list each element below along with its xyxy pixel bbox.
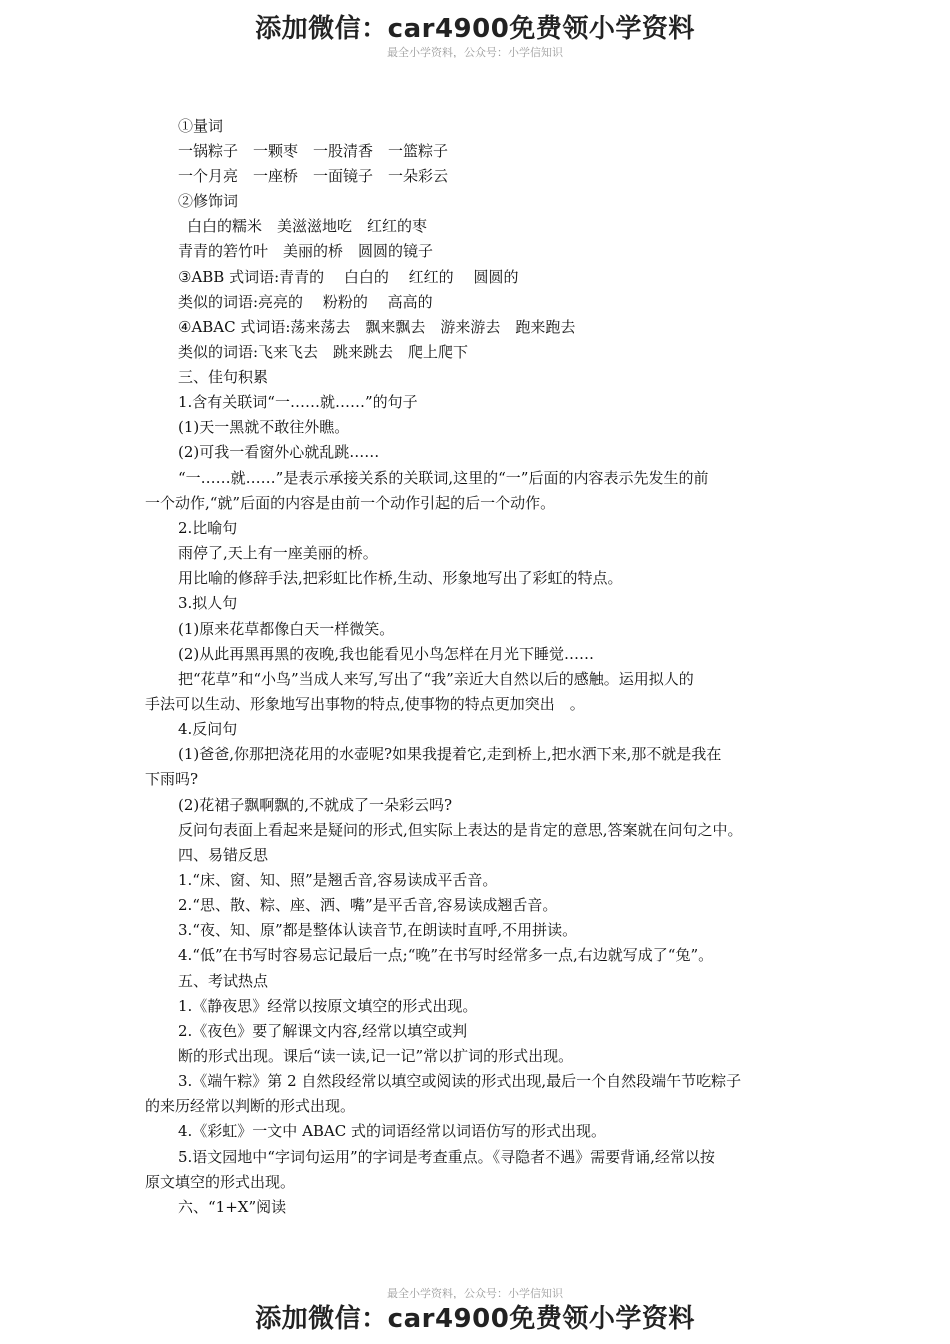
text-line: 用比喻的修辞手法,把彩虹比作桥,生动、形象地写出了彩虹的特点。: [178, 569, 623, 587]
text-line: (2)从此再黑再黑的夜晚,我也能看见小鸟怎样在月光下睡觉……: [178, 645, 595, 663]
text-line: 5.语文园地中“字词句运用”的字词是考查重点。《寻隐者不遇》需要背诵,经常以按: [178, 1148, 715, 1166]
text-line: ③ABB 式词语:青青的 白白的 红红的 圆圆的: [178, 268, 519, 286]
text-line: (2)可我一看窗外心就乱跳……: [178, 443, 380, 461]
text-line: 3.《端午粽》第 2 自然段经常以填空或阅读的形式出现,最后一个自然段端午节吃粽子: [178, 1072, 742, 1090]
text-line: 1.含有关联词“一……就……”的句子: [178, 393, 418, 411]
text-line: ②修饰词: [178, 192, 239, 210]
text-line: 类似的词语:飞来飞去 跳来跳去 爬上爬下: [178, 343, 469, 361]
text-line: ④ABAC 式词语:荡来荡去 飘来飘去 游来游去 跑来跑去: [178, 318, 576, 336]
text-line: 2.比喻句: [178, 519, 238, 537]
text-line: 类似的词语:亮亮的 粉粉的 高高的: [178, 293, 433, 311]
text-line: 手法可以生动、形象地写出事物的特点,使事物的特点更加突出 。: [145, 695, 585, 713]
text-line: 1.《静夜思》经常以按原文填空的形式出现。: [178, 997, 478, 1015]
text-line: 2.《夜色》要了解课文内容,经常以填空或判: [178, 1022, 468, 1040]
section-heading: 六、“1+X”阅读: [178, 1198, 287, 1216]
text-line: 青青的箬竹叶 美丽的桥 圆圆的镜子: [178, 242, 434, 260]
text-line: (1)爸爸,你那把浇花用的水壶呢?如果我提着它,走到桥上,把水洒下来,那不就是我在: [178, 745, 722, 763]
text-line: (1)天一黑就不敢往外瞧。: [178, 418, 350, 436]
text-line: 4.《彩虹》一文中 ABAC 式的词语经常以词语仿写的形式出现。: [178, 1122, 607, 1140]
bottom-watermark-banner: 添加微信：car4900免费领小学资料: [255, 1304, 695, 1334]
text-line: 一锅粽子 一颗枣 一股清香 一篮粽子: [178, 142, 449, 160]
text-line: (2)花裙子飘啊飘的,不就成了一朵彩云吗?: [178, 796, 453, 814]
text-line: ①量词: [178, 117, 224, 135]
text-line: 1.“床、窗、知、照”是翘舌音,容易读成平舌音。: [178, 871, 498, 889]
text-line: 一个动作,“就”后面的内容是由前一个动作引起的后一个动作。: [145, 494, 556, 512]
text-line: “一……就……”是表示承接关系的关联词,这里的“一”后面的内容表示先发生的前: [178, 469, 709, 487]
text-line: 的来历经常以判断的形式出现。: [145, 1097, 356, 1115]
section-heading: 五、考试热点: [178, 972, 269, 990]
bottom-faint-footer: 最全小学资料，公众号：小学信知识: [387, 1287, 563, 1299]
text-line: (1)原来花草都像白天一样微笑。: [178, 620, 395, 638]
text-line: 4.反问句: [178, 720, 238, 738]
top-watermark-banner: 添加微信：car4900免费领小学资料: [255, 14, 695, 44]
text-line: 原文填空的形式出现。: [145, 1173, 296, 1191]
section-heading: 四、易错反思: [178, 846, 269, 864]
text-line: 一个月亮 一座桥 一面镜子 一朵彩云: [178, 167, 449, 185]
section-heading: 三、佳句积累: [178, 368, 269, 386]
text-line: 把“花草”和“小鸟”当成人来写,写出了“我”亲近大自然以后的感触。运用拟人的: [178, 670, 694, 688]
text-line: 反问句表面上看起来是疑问的形式,但实际上表达的是肯定的意思,答案就在问句之中。: [178, 821, 743, 839]
text-line: 下雨吗?: [145, 770, 199, 788]
text-line: 雨停了,天上有一座美丽的桥。: [178, 544, 378, 562]
text-line: 4.“低”在书写时容易忘记最后一点;“晚”在书写时经常多一点,右边就写成了“兔”。: [178, 946, 714, 964]
top-faint-header: 最全小学资料，公众号：小学信知识: [387, 46, 563, 58]
text-line: 3.拟人句: [178, 594, 238, 612]
text-line: 2.“思、散、粽、座、洒、嘴”是平舌音,容易读成翘舌音。: [178, 896, 558, 914]
text-line: 断的形式出现。课后“读一读,记一记”常以扩词的形式出现。: [178, 1047, 574, 1065]
text-line: 3.“夜、知、原”都是整体认读音节,在朗读时直呼,不用拼读。: [178, 921, 578, 939]
text-line: 白白的糯米 美滋滋地吃 红红的枣: [187, 217, 428, 235]
